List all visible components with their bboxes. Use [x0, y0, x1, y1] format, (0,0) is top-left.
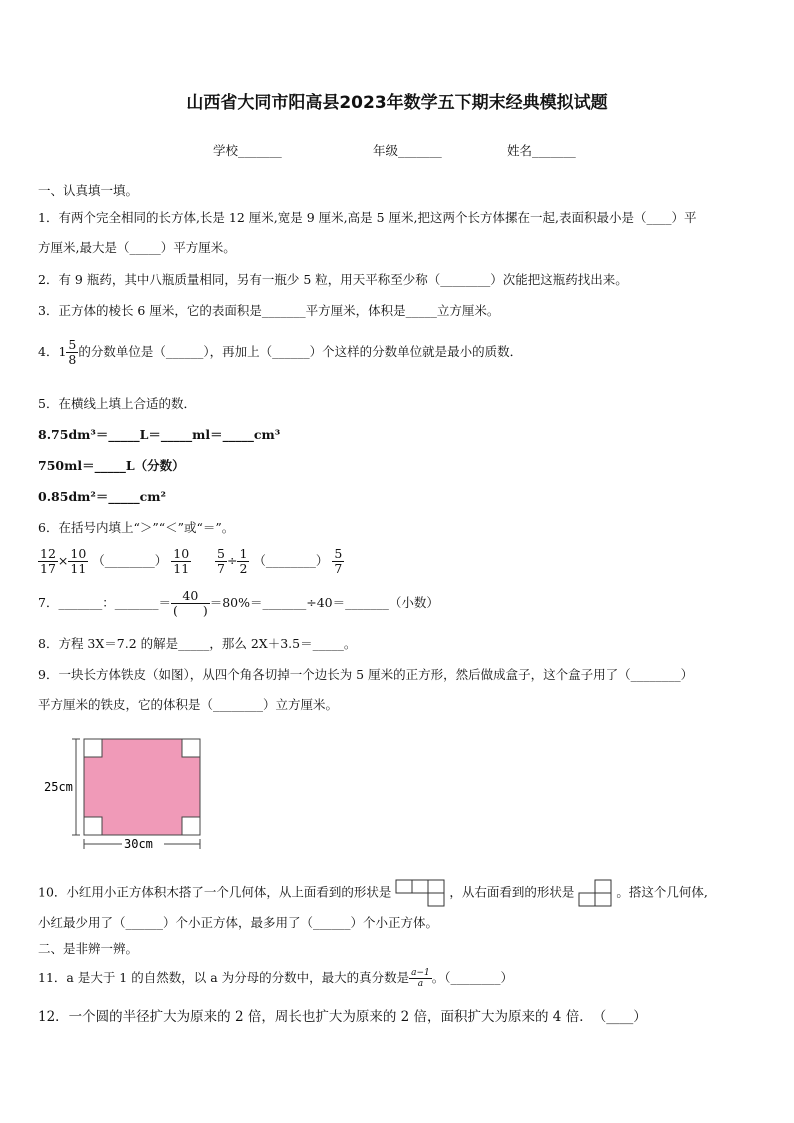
- school-field: 学校_______: [213, 143, 282, 158]
- cut-corner: [182, 817, 200, 835]
- question-2: 2．有 9 瓶药，其中八瓶质量相同，另有一瓶少 5 粒，用天平称至少称（________）次能把这瓶药找出来。: [38, 272, 628, 287]
- fraction: [68, 547, 88, 576]
- denominator: 7: [334, 561, 343, 576]
- sheet-figure: [40, 733, 210, 853]
- question-8: 8．方程 3X＝7.2 的解是_____，那么 2X＋3.5＝_____。: [38, 636, 357, 651]
- question-7-pre: 7．_______：_______＝: [38, 595, 171, 610]
- question-1-line1: 1．有两个完全相同的长方体,长是 12 厘米,宽是 9 厘米,高是 5 厘米,把这两个长方体摞在一起,表面积最小是（____）平: [38, 210, 697, 225]
- cut-corner: [84, 817, 102, 835]
- question-12: 12．一个圆的半径扩大为原来的 2 倍，周长也扩大为原来的 2 倍，面积扩大为原来的 4 倍． （____）: [38, 1009, 647, 1025]
- denominator: 8: [68, 352, 77, 367]
- section-heading: 二、是非辨一辨。: [38, 941, 139, 956]
- cut-corner: [84, 739, 102, 757]
- section-heading: 一、认真填一填。: [38, 183, 139, 198]
- denominator: 7: [217, 561, 225, 576]
- fraction: [332, 547, 344, 576]
- question-5-line2: 750ml＝_____L（分数）: [38, 458, 185, 473]
- question-5-line3: 0.85dm²＝_____cm²: [38, 489, 166, 504]
- question-11-pre: 11．a 是大于 1 的自然数，以 a 为分母的分数中，最大的真分数是: [38, 970, 410, 985]
- question-7: [38, 589, 439, 618]
- fraction: [171, 589, 210, 618]
- question-11-post: 。（________）: [431, 970, 514, 985]
- denominator: 17: [40, 561, 56, 576]
- numerator: 5: [217, 546, 225, 561]
- fraction: [171, 547, 191, 576]
- question-10-line1: [38, 879, 708, 907]
- name-field: 姓名_______: [507, 143, 576, 158]
- height-label: 25cm: [44, 780, 73, 794]
- fraction: [215, 547, 227, 576]
- question-7-post: ＝80%＝_______÷40＝_______（小数）: [209, 595, 439, 610]
- question-3: 3．正方体的棱长 6 厘米，它的表面积是_______平方厘米，体积是_____立方厘米。: [38, 303, 500, 318]
- denominator: 11: [70, 561, 87, 576]
- question-10-text-a: 10．小红用小正方体积木搭了一个几何体，从上面看到的形状是: [38, 884, 392, 900]
- cut-corner: [182, 739, 200, 757]
- question-6-stem: 6．在括号内填上“＞”“＜”或“＝”。: [38, 520, 235, 535]
- question-5-line1: 8.75dm³＝_____L＝_____ml＝_____cm³: [38, 427, 281, 442]
- top-view-shape: [395, 879, 445, 907]
- question-1-line2: 方厘米,最大是（_____）平方厘米。: [38, 240, 236, 255]
- answer-blank[interactable]: （________）: [92, 553, 168, 568]
- question-9-line1: 9．一块长方体铁皮（如图），从四个角各切掉一个边长为 5 厘米的正方形，然后做成盒子，这个盒子用了（________）: [38, 667, 694, 682]
- question-10-line2: 小红最少用了（______）个小正方体，最多用了（______）个小正方体。: [38, 915, 439, 930]
- numerator: 40: [171, 589, 210, 604]
- question-4-number: 4．1: [38, 344, 67, 359]
- denominator: a: [417, 979, 424, 989]
- numerator: 10: [173, 546, 190, 561]
- width-label: 30cm: [124, 837, 153, 851]
- denominator: ( ): [172, 603, 208, 618]
- denominator: 2: [239, 561, 248, 576]
- answer-blank[interactable]: （________）: [253, 553, 329, 568]
- page-title: 山西省大同市阳高县2023年数学五下期末经典模拟试题: [186, 93, 608, 113]
- numerator: 1: [239, 546, 248, 561]
- question-4: [38, 338, 522, 367]
- question-4-text: 的分数单位是（______），再加上（______）个这样的分数单位就是最小的质数．: [78, 344, 523, 359]
- question-9-line2: 平方厘米的铁皮，它的体积是（________）立方厘米。: [38, 697, 339, 712]
- question-10-text-b: ，从右面看到的形状是: [449, 884, 575, 900]
- numerator: 5: [334, 546, 343, 561]
- question-11: [38, 968, 513, 989]
- question-10-text-c: 。搭这个几何体,: [616, 884, 708, 900]
- grade-field: 年级_______: [373, 143, 442, 158]
- fraction: [38, 547, 58, 576]
- question-5-stem: 5．在横线上填上合适的数．: [38, 396, 196, 411]
- fraction: [66, 338, 78, 367]
- numerator: 5: [68, 337, 77, 352]
- operator: ×: [57, 553, 69, 568]
- numerator: 10: [70, 546, 87, 561]
- question-6-item-b: [215, 547, 344, 576]
- fraction: [409, 968, 432, 989]
- question-6-item-a: [38, 547, 191, 576]
- numerator: a−1: [411, 968, 430, 978]
- numerator: 12: [40, 546, 56, 561]
- operator: ÷: [226, 553, 238, 568]
- denominator: 11: [173, 561, 190, 576]
- right-view-shape: [578, 879, 612, 907]
- fraction: [237, 547, 249, 576]
